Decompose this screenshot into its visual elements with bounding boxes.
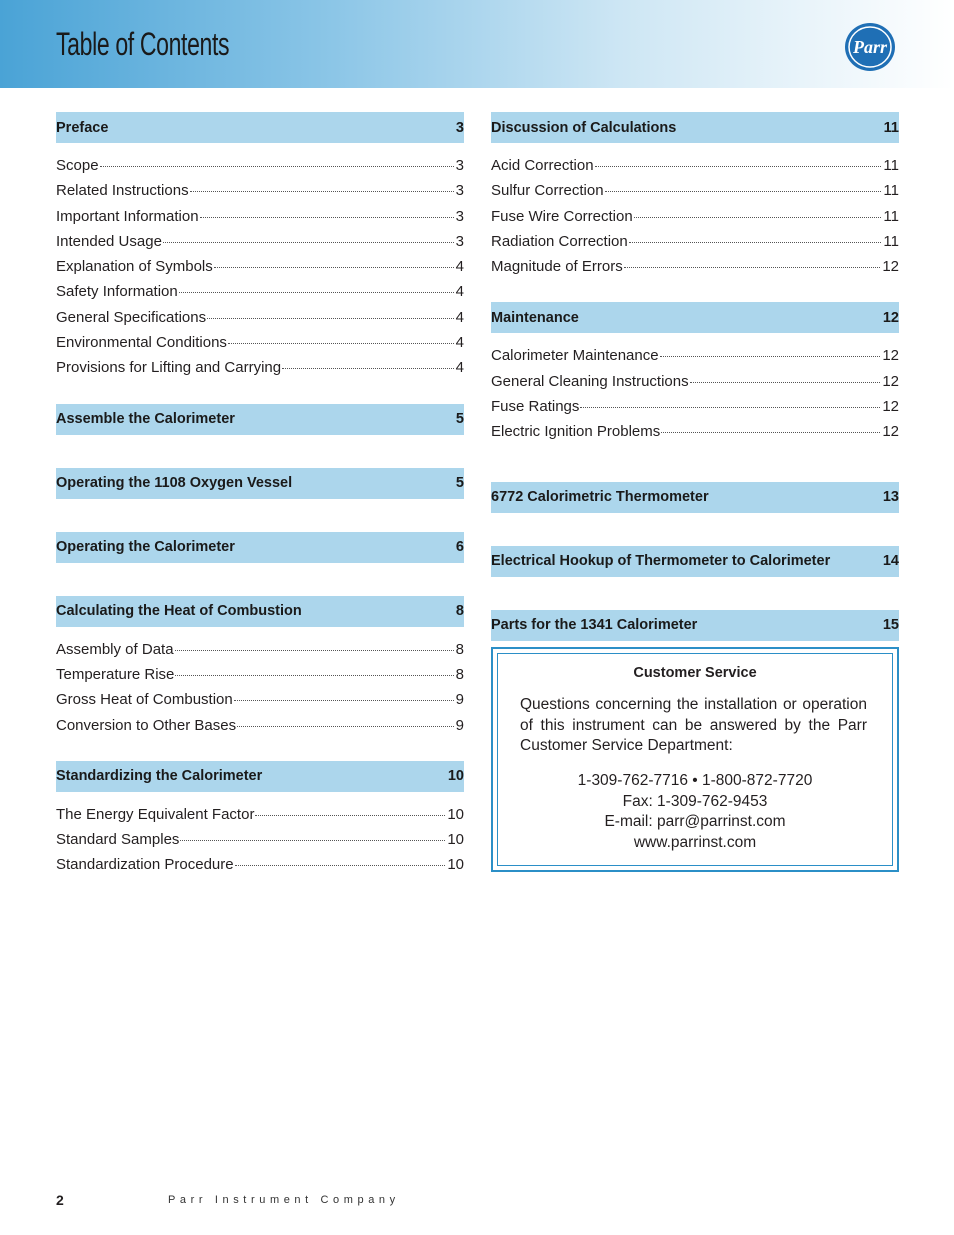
- toc-entry-label: Standardization Procedure: [56, 856, 234, 874]
- dot-leader: [624, 267, 881, 268]
- toc-section-heading[interactable]: [56, 468, 464, 499]
- page-title: Table of Contents: [56, 26, 230, 62]
- dot-leader: [200, 217, 454, 218]
- toc-entry-page: 8: [455, 665, 464, 683]
- toc-entry-list: [491, 333, 899, 448]
- dot-leader: [690, 382, 881, 383]
- dot-leader: [175, 675, 453, 676]
- toc-entry[interactable]: [56, 806, 464, 831]
- footer-company: Parr Instrument Company: [168, 1194, 400, 1206]
- section-title: Standardizing the Calorimeter: [56, 768, 263, 785]
- toc-section-heading[interactable]: [56, 112, 464, 143]
- toc-entry[interactable]: [56, 258, 464, 283]
- toc-entry-page: 11: [883, 182, 899, 200]
- toc-entry-page: 3: [455, 182, 464, 200]
- toc-section: [56, 596, 464, 742]
- website-link[interactable]: www.parrinst.com: [633, 833, 757, 851]
- dot-leader: [629, 242, 882, 243]
- toc-entry-list: [56, 627, 464, 742]
- toc-entry[interactable]: [56, 856, 464, 881]
- section-page: 3: [455, 119, 464, 136]
- section-title: Electrical Hookup of Thermometer to Calorimeter: [491, 553, 831, 570]
- toc-section-heading[interactable]: [56, 404, 464, 435]
- toc-entry-label: Important Information: [56, 207, 199, 225]
- toc-section-heading[interactable]: [491, 112, 899, 143]
- toc-entry-label: Intended Usage: [56, 232, 162, 250]
- toc-entry-label: Related Instructions: [56, 182, 189, 200]
- section-title: Assemble the Calorimeter: [56, 411, 235, 428]
- toc-entry-label: Gross Heat of Combustion: [56, 691, 233, 709]
- section-title: 6772 Calorimetric Thermometer: [491, 489, 709, 506]
- email-address[interactable]: E-mail: parr@parrinst.com: [604, 813, 786, 830]
- toc-entry[interactable]: [491, 208, 899, 233]
- dot-leader: [282, 368, 454, 369]
- toc-section: [491, 302, 899, 448]
- dot-leader: [100, 166, 454, 167]
- toc-entry-page: 4: [455, 359, 464, 377]
- toc-entry[interactable]: [491, 182, 899, 207]
- toc-entry-label: The Energy Equivalent Factor: [56, 805, 255, 823]
- toc-section: [491, 112, 899, 283]
- section-page: 14: [882, 553, 899, 570]
- toc-entry-page: 10: [447, 856, 464, 874]
- toc-entry[interactable]: [491, 373, 899, 398]
- toc-section: [56, 532, 464, 563]
- toc-entry-label: Environmental Conditions: [56, 334, 227, 352]
- toc-entry-page: 3: [455, 232, 464, 250]
- toc-entry-page: 4: [455, 258, 464, 276]
- toc-entry-page: 11: [883, 232, 899, 250]
- toc-section-heading[interactable]: [491, 482, 899, 513]
- toc-section-heading[interactable]: [491, 546, 899, 577]
- fax-number: Fax: 1-309-762-9453: [622, 792, 768, 810]
- dot-leader: [234, 700, 454, 701]
- toc-section: [56, 468, 464, 499]
- toc-entry-label: Sulfur Correction: [491, 182, 604, 200]
- toc-entry-label: Magnitude of Errors: [491, 258, 623, 276]
- section-title: Maintenance: [491, 309, 579, 326]
- toc-entry-page: 8: [455, 640, 464, 658]
- toc-entry[interactable]: [56, 182, 464, 207]
- dot-leader: [235, 865, 446, 866]
- toc-entry-page: 12: [882, 372, 899, 390]
- toc-entry[interactable]: [56, 334, 464, 359]
- toc-section-heading[interactable]: [491, 302, 899, 333]
- toc-section-heading[interactable]: [56, 761, 464, 792]
- toc-entry[interactable]: [491, 423, 899, 448]
- toc-entry-page: 3: [455, 207, 464, 225]
- dot-leader: [660, 356, 881, 357]
- toc-entry-label: Explanation of Symbols: [56, 258, 213, 276]
- toc-entry-label: Safety Information: [56, 283, 178, 301]
- section-page: 15: [882, 617, 899, 634]
- toc-entry-label: Conversion to Other Bases: [56, 716, 237, 734]
- section-page: 5: [455, 411, 464, 428]
- toc-entry[interactable]: [56, 717, 464, 742]
- toc-entry-page: 12: [882, 423, 899, 441]
- toc-entry-page: 11: [883, 157, 899, 174]
- toc-entry[interactable]: [56, 831, 464, 856]
- section-page: 8: [455, 603, 464, 620]
- toc-section: [56, 761, 464, 882]
- section-title: Preface: [56, 119, 109, 136]
- toc-section: [56, 404, 464, 435]
- section-title: Calculating the Heat of Combustion: [56, 603, 302, 620]
- toc-section: [491, 482, 899, 513]
- toc-entry-page: 11: [883, 207, 899, 225]
- toc-entry-page: 4: [455, 283, 464, 301]
- customer-service-contact: [493, 771, 897, 853]
- toc-entry-label: Scope: [56, 157, 99, 174]
- dot-leader: [175, 650, 454, 651]
- toc-entry[interactable]: [56, 283, 464, 308]
- dot-leader: [179, 292, 454, 293]
- section-page: 5: [455, 475, 464, 492]
- customer-service-box: [491, 647, 899, 872]
- toc-right-column: [491, 112, 899, 641]
- toc-entry-list: [56, 143, 464, 385]
- section-title: Operating the 1108 Oxygen Vessel: [56, 475, 293, 492]
- dot-leader: [255, 815, 445, 816]
- toc-section: [56, 112, 464, 385]
- dot-leader: [180, 840, 445, 841]
- phone-numbers: 1-309-762-7716 • 1-800-872-7720: [577, 772, 813, 789]
- customer-service-body: Questions concerning the installation or operation of this instrument can be answered by the Parr Customer Service Department:: [520, 696, 867, 754]
- section-title: Discussion of Calculations: [491, 119, 677, 136]
- toc-entry[interactable]: [491, 233, 899, 258]
- toc-entry-label: Calorimeter Maintenance: [491, 347, 659, 365]
- dot-leader: [214, 267, 454, 268]
- section-page: 12: [882, 309, 899, 326]
- section-page: 6: [455, 539, 464, 556]
- toc-entry-page: 4: [455, 308, 464, 326]
- toc-entry[interactable]: [56, 157, 464, 182]
- toc-entry-label: Assembly of Data: [56, 640, 174, 658]
- toc-entry-label: Provisions for Lifting and Carrying: [56, 359, 282, 377]
- section-page: 11: [883, 119, 899, 136]
- section-page: 10: [447, 768, 464, 785]
- svg-text:Parr: Parr: [852, 37, 888, 57]
- dot-leader: [163, 242, 454, 243]
- toc-entry-page: 10: [447, 831, 464, 849]
- toc-entry-label: Standard Samples: [56, 831, 180, 849]
- toc-entry[interactable]: [56, 359, 464, 384]
- dot-leader: [237, 726, 454, 727]
- toc-entry[interactable]: [56, 233, 464, 258]
- toc-entry-page: 9: [455, 691, 464, 709]
- toc-entry-list: [56, 792, 464, 882]
- toc-entry-label: Fuse Ratings: [491, 398, 580, 416]
- section-page: 13: [882, 489, 899, 506]
- header-banner: [0, 0, 954, 88]
- toc-entry-label: Radiation Correction: [491, 232, 628, 250]
- toc-entry[interactable]: [491, 398, 899, 423]
- toc-entry-label: Temperature Rise: [56, 665, 175, 683]
- toc-entry-page: 12: [882, 398, 899, 416]
- toc-entry-list: [491, 143, 899, 283]
- customer-service-title: Customer Service: [633, 665, 757, 681]
- toc-entry[interactable]: [491, 347, 899, 372]
- toc-entry-label: Acid Correction: [491, 157, 594, 174]
- toc-entry-page: 9: [455, 716, 464, 734]
- toc-entry-label: Electric Ignition Problems: [491, 423, 661, 441]
- toc-section-heading[interactable]: [56, 596, 464, 627]
- toc-entry[interactable]: [491, 157, 899, 182]
- section-title: Operating the Calorimeter: [56, 539, 235, 556]
- dot-leader: [228, 343, 454, 344]
- toc-entry[interactable]: [56, 666, 464, 691]
- toc-entry[interactable]: [491, 258, 899, 283]
- section-title: Parts for the 1341 Calorimeter: [491, 617, 698, 634]
- dot-leader: [207, 318, 454, 319]
- toc-entry-page: 12: [882, 347, 899, 365]
- toc-entry-label: General Specifications: [56, 308, 207, 326]
- toc-entry[interactable]: [56, 641, 464, 666]
- footer-page-number: 2: [56, 1192, 64, 1208]
- dot-leader: [605, 191, 882, 192]
- dot-leader: [190, 191, 454, 192]
- toc-entry[interactable]: [56, 208, 464, 233]
- toc-section: [491, 610, 899, 641]
- dot-leader: [634, 217, 882, 218]
- toc-entry-page: 3: [455, 157, 464, 174]
- dot-leader: [580, 407, 880, 408]
- parr-logo: [843, 21, 899, 73]
- toc-entry-label: Fuse Wire Correction: [491, 207, 633, 225]
- toc-entry[interactable]: [56, 309, 464, 334]
- toc-section-heading[interactable]: [56, 532, 464, 563]
- toc-left-column: [56, 112, 464, 882]
- toc-section-heading[interactable]: [491, 610, 899, 641]
- dot-leader: [661, 432, 880, 433]
- toc-entry[interactable]: [56, 691, 464, 716]
- toc-entry-page: 12: [882, 258, 899, 276]
- toc-entry-page: 10: [447, 805, 464, 823]
- toc-entry-label: General Cleaning Instructions: [491, 372, 689, 390]
- dot-leader: [595, 166, 882, 167]
- toc-entry-page: 4: [455, 334, 464, 352]
- toc-section: [491, 546, 899, 577]
